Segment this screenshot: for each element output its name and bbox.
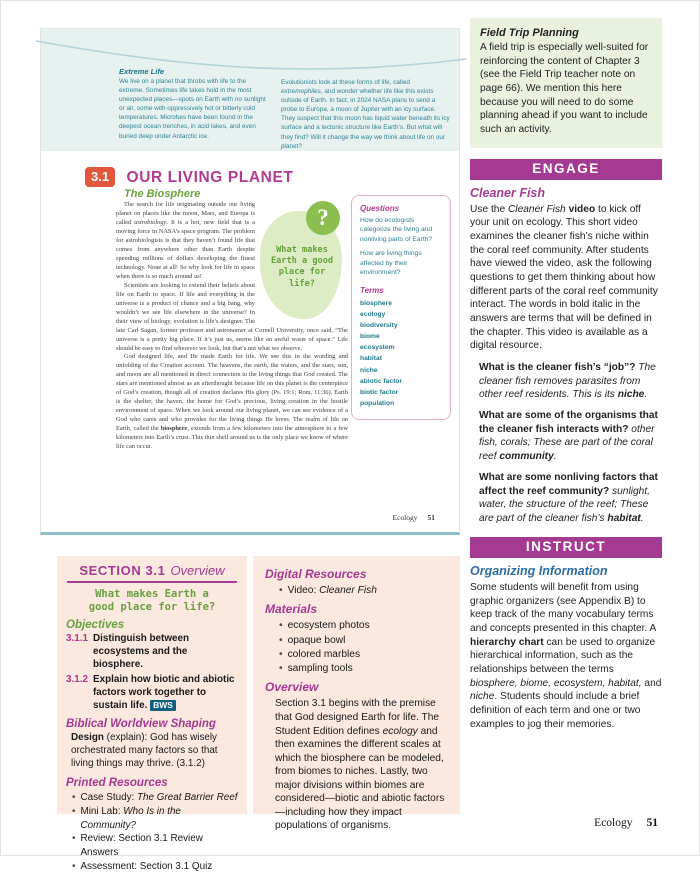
term-item: biodiversity bbox=[360, 322, 398, 330]
printed-item-text: • Review: Section 3.1 Review Answers bbox=[80, 833, 203, 859]
objective-text: Distinguish between ecosystems and the biosphere. bbox=[93, 633, 190, 670]
objectives-title: Objectives bbox=[66, 619, 125, 632]
overview-title-main: SECTION 3.1 bbox=[79, 563, 166, 578]
instruct-body: Some students will benefit from using graphic organizers (see Appendix B) to keep track of the many vocabulary terms and concepts presented in this chapter. A hierarchy chart can be used to organize hierarchical information, such as the relationships between the terms biosphere, biome, ecosystem, habitat, and niche. Students should include a brief definition of each term and one or two examples to jog their memories. bbox=[470, 582, 662, 730]
paragraph-1: The search for life originating outside our living planet on places like the moon, Mars, and Europa is called astrobiology. It is a hot, new field that is a moving force in NASA’s space program. The problem for astrobiologists is that they haven’t found life that comes from anywhere other than Earth despite spending millions of dollars developing the finest technology. None at all! So why look for life in space when there is so much around us! bbox=[116, 201, 255, 280]
section-title: OUR LIVING PLANET bbox=[126, 169, 294, 186]
extreme-life-text-1: We live on a planet that throbs with life to the extreme. Sometimes life takes hold in the most unexpected places—spots on Earth with no sunlight or air, some with oppressively hot or bitterly cold temperatures. Microbes have been found in the deepest ocean trenches, in acid lakes, and even buried deep under Antarctic ice. bbox=[119, 78, 266, 140]
student-footer-label: Ecology bbox=[392, 513, 418, 522]
material-item bbox=[265, 648, 448, 662]
digital-resource-item bbox=[265, 584, 448, 598]
printed-resource-item bbox=[66, 832, 238, 860]
digital-resources-title: Digital Resources bbox=[265, 567, 367, 581]
printed-resource-item bbox=[66, 805, 238, 833]
footer-label: Ecology bbox=[594, 817, 633, 829]
objective-row-1 bbox=[66, 633, 238, 671]
extreme-life-col2 bbox=[281, 67, 451, 151]
paragraph-2: Scientists are looking to extend their beliefs about life on Earth to space. If life and everything in the universe is a product of chance and a big bang, why wouldn’t we see life elsewhere in the universe? In their view of biology, evolution is life’s designer. The late Carl Sagan, former professor and astronomer at Cornell University, once said, “The universe is a pretty big place. If it’s just us, seems like an awful waste of space.” Life should be easy to find wherever we look, but that’s not what we observe. bbox=[116, 281, 348, 352]
page-top-band bbox=[41, 29, 459, 151]
question-blob bbox=[260, 201, 348, 321]
term-item: ecosystem bbox=[360, 344, 395, 352]
section-number-badge: 3.1 bbox=[85, 167, 115, 187]
term-item: abiotic factor bbox=[360, 377, 402, 385]
engage-question-3: What are some nonliving factors that affect the reef community? sunlight, water, the structure of the reef; These are part of the cleaner fish’s habitat. bbox=[479, 472, 658, 524]
field-trip-planning-box bbox=[470, 18, 662, 148]
student-footer-page-number: 51 bbox=[427, 513, 435, 522]
section-heading bbox=[85, 167, 293, 200]
sidebar-question: How do ecologists categorize the living and nonliving parts of Earth? bbox=[360, 217, 433, 243]
questions-terms-sidebar bbox=[351, 195, 451, 420]
page-footer bbox=[594, 817, 658, 829]
student-body-text bbox=[116, 201, 348, 452]
sidebar-question: How are living things affected by their environment? bbox=[360, 250, 422, 276]
student-page-footer bbox=[393, 513, 436, 522]
objective-number: 3.1.2 bbox=[66, 674, 88, 686]
overview-question bbox=[66, 588, 238, 614]
objective-text bbox=[93, 674, 238, 712]
blob-question-text: What makes Earth a good place for life? bbox=[270, 245, 334, 289]
overview-section-body: Section 3.1 begins with the premise that God designed Earth for life. The Student Edition defines ecology and then examines the different scales at which the biosphere can be modeled, from biomes to niches. Lastly, two major divisions within biomes are considered—biotic and abiotic factors—including how they impact populations of organisms. bbox=[275, 698, 445, 832]
questions-title: Questions bbox=[360, 204, 400, 213]
bws-section-body: Design (explain): God has wisely orchestrated many factors so that living things may thrive. (3.1.2) bbox=[71, 732, 218, 770]
overview-section-title: Overview bbox=[265, 680, 319, 695]
printed-item-text: • Case Study: The Great Barrier Reef bbox=[80, 791, 238, 803]
resources-overview-box bbox=[253, 556, 460, 832]
section-overview-box bbox=[57, 556, 247, 873]
material-item bbox=[265, 634, 448, 648]
material-item bbox=[265, 662, 448, 676]
material-item-text: • colored marbles bbox=[287, 648, 361, 660]
footer-page-number: 51 bbox=[646, 817, 658, 829]
material-item-text: • ecosystem photos bbox=[287, 620, 370, 632]
spacer bbox=[470, 525, 662, 537]
term-item: ecology bbox=[360, 311, 386, 319]
extreme-life-col1 bbox=[119, 67, 269, 151]
bws-badge: BWS bbox=[150, 700, 176, 712]
extreme-life-feature bbox=[119, 67, 451, 151]
section-subtitle: The Biosphere bbox=[124, 188, 201, 200]
term-item: niche bbox=[360, 366, 378, 374]
teacher-notes-column bbox=[470, 18, 662, 731]
material-item-text: • sampling tools bbox=[287, 663, 353, 675]
objective-number: 3.1.1 bbox=[66, 633, 88, 645]
material-item bbox=[265, 619, 448, 633]
printed-item-text: • Mini Lab: Who Is in the Community? bbox=[80, 805, 181, 831]
paragraph-3: God designed life, and He made Earth for life. We see this in the wording and unfolding of the Creation account. The heavens, the earth, the waters, and the stars, sun, and moon are all mentioned in direct connection to the living things that God created. The stars are mentioned almost as an afterthought because life on this planet is the centerpiece of God’s creation, though all of creation declares His glory (Ps. 19:1; Rom. 11:36). Earth is the shelter, the haven, the home for God’s precious, living creation in the hostile environment of space. When we look around our living planet, we can see evidence of a God who cares and who provides for the living things He loves. The realm of life on Earth, called the biosphere, extends from a few kilometers into the atmosphere to a few kilometers into Earth’s crust. This thin shell around us is the only place we know of where life can occur. bbox=[116, 353, 348, 451]
term-item: population bbox=[360, 399, 395, 407]
materials-title: Materials bbox=[265, 602, 318, 617]
instruct-header-bar: INSTRUCT bbox=[470, 537, 662, 558]
student-page-miniature bbox=[40, 28, 460, 535]
objective-text-segments: Explain how biotic and abiotic factors work together to sustain life. bbox=[93, 674, 235, 711]
terms-title: Terms bbox=[360, 286, 384, 296]
printed-resources-title: Printed Resources bbox=[66, 776, 168, 789]
overview-title-sub: Overview bbox=[170, 563, 225, 578]
term-item: biosphere bbox=[360, 300, 392, 308]
term-item: biotic factor bbox=[360, 388, 399, 396]
material-item-text: • opaque bowl bbox=[287, 634, 346, 646]
divider bbox=[67, 581, 237, 583]
printed-resource-item bbox=[66, 860, 238, 874]
bws-section-title: Biblical Worldview Shaping bbox=[66, 718, 216, 731]
overview-question-line1: What makes Earth a bbox=[95, 588, 209, 600]
digital-item-text: • Video: Cleaner Fish bbox=[287, 585, 377, 596]
overview-box-title bbox=[66, 563, 238, 578]
objective-row-2 bbox=[66, 674, 238, 712]
question-mark-icon: ? bbox=[306, 201, 340, 235]
engage-question-1: What is the cleaner fish’s “job”? The cleaner fish removes parasites from other reef residents. This is its niche. bbox=[479, 362, 656, 400]
field-trip-title: Field Trip Planning bbox=[480, 27, 579, 39]
term-item: habitat bbox=[360, 355, 382, 363]
field-trip-body: A field trip is especially well-suited for reinforcing the content of Chapter 3 (see the Field Trip teacher note on page 66). We mention this here because you will need to do some planning ahead if you want to include such an activity. bbox=[480, 42, 649, 136]
extreme-life-title: Extreme Life bbox=[119, 67, 165, 76]
engage-header-bar: ENGAGE bbox=[470, 159, 662, 180]
engage-question-2: What are some of the organisms that the cleaner fish interacts with? other fish, corals; These are part of the coral reef community. bbox=[479, 410, 658, 462]
overview-question-line2: good place for life? bbox=[88, 601, 216, 614]
organizing-information-title: Organizing Information bbox=[470, 564, 608, 579]
term-item: biome bbox=[360, 333, 380, 341]
engage-intro: Use the Cleaner Fish video to kick off your unit on ecology. This short video examines the cleaner fish’s niche within the coral reef community. After students have viewed the video, ask the following questions to get them thinking about how different parts of the coral reef community interact. The words in bold italic in the answers are terms that will be defined in the chapter. This video is available as a digital resource. bbox=[470, 203, 658, 352]
printed-item-text: • Assessment: Section 3.1 Quiz bbox=[80, 861, 213, 873]
extreme-life-text-2: Evolutionists look at these forms of life, called extremophiles, and wonder whether life like this exists outside of Earth. In fact, in 2024 NASA plans to send a probe to Europa, a moon of Jupiter with an icy surface. They suspect that this moon has liquid water beneath its icy surface and a tectonic structure like Earth’s. But what will they find? Will it change the way we think about life on our planet? bbox=[281, 79, 450, 150]
printed-resource-item bbox=[66, 791, 238, 805]
cleaner-fish-title: Cleaner Fish bbox=[470, 185, 546, 200]
